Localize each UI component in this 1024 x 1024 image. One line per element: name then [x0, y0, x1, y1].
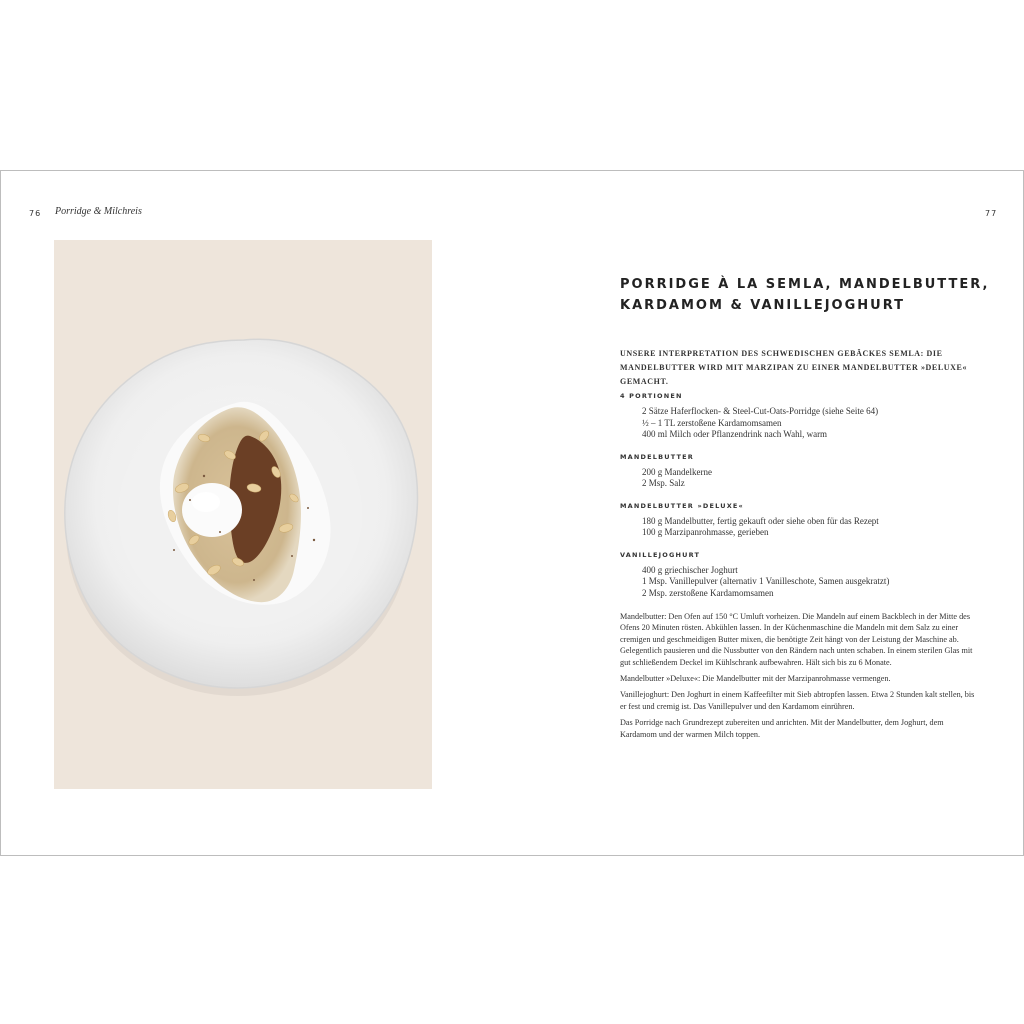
instruction-steps	[620, 611, 976, 740]
instruction-paragraph: Mandelbutter »Deluxe«: Die Mandelbutter mit der Marzipanrohmasse vermengen.	[620, 674, 891, 684]
section-heading: MANDELBUTTER	[620, 452, 695, 461]
ingredient-item: ½ – 1 TL zerstoßene Kardamomsamen	[642, 417, 782, 428]
recipe-photo	[54, 240, 432, 789]
page-number-left: 76	[29, 209, 42, 218]
ingredient-item: 180 g Mandelbutter, fertig gekauft oder siehe oben für das Rezept	[642, 515, 879, 526]
instruction-paragraph: Vanillejoghurt: Den Joghurt in einem Kaffeefilter mit Sieb abtropfen lassen. Etwa 2 Stunden kalt stellen, bis er fest und cremig ist. Das Vanillepulver und den Kardamom einrühren.	[620, 690, 975, 711]
book-spread	[0, 170, 1024, 856]
ingredient-list	[620, 406, 976, 441]
recipe-title: PORRIDGE À LA SEMLA, MANDELBUTTER, KARDAMOM & VANILLEJOGHURT	[620, 277, 990, 313]
ingredient-list	[620, 516, 976, 539]
ingredient-section	[620, 392, 976, 441]
ingredient-list	[620, 565, 976, 600]
ingredient-list	[620, 467, 976, 490]
ingredient-item: 400 g griechischer Joghurt	[642, 564, 738, 575]
ingredient-item: 2 Msp. zerstoßene Kardamomsamen	[642, 587, 774, 598]
ingredient-item: 100 g Marzipanrohmasse, gerieben	[642, 527, 769, 537]
instruction-paragraph: Das Porridge nach Grundrezept zubereiten und anrichten. Mit der Mandelbutter, dem Joghurt, dem Kardamom und der warmen Milch toppen.	[620, 718, 944, 739]
porridge-plate-illustration	[54, 240, 432, 789]
section-heading: VANILLEJOGHURT	[620, 550, 701, 559]
page-number-right: 77	[985, 209, 998, 218]
recipe-body	[620, 392, 976, 745]
ingredient-section	[620, 453, 976, 490]
ingredient-item: 400 ml Milch oder Pflanzendrink nach Wahl, warm	[642, 429, 828, 439]
ingredient-section	[620, 502, 976, 539]
ingredient-section	[620, 551, 976, 600]
recipe-intro: UNSERE INTERPRETATION DES SCHWEDISCHEN GEBÄCKES SEMLA: DIE MANDELBUTTER WIRD MIT MARZIPAN ZU EINER MANDELBUTTER »DELUXE« GEMACHT.	[620, 349, 968, 386]
ingredient-item: 200 g Mandelkerne	[642, 466, 712, 477]
instruction-paragraph: Mandelbutter: Den Ofen auf 150 °C Umluft vorheizen. Die Mandeln auf einem Backblech in der Mitte des Ofens 20 Minuten rösten. Abkühlen lassen. In der Küchenmaschine die Mandeln mit dem Salz zu einer cremigen und geschmeidigen Butter mixen, die benötigte Zeit hängt von der Leistung der Maschine ab. Gelegentlich pausieren und die Nussbutter von den Rändern nach unten schaben. In einem sterilen Glas mit gut schließendem Deckel im Kühlschrank aufbewahren. Hält sich bis zu 6 Monate.	[620, 612, 973, 667]
ingredient-item: 2 Msp. Salz	[642, 478, 685, 488]
ingredient-item: 1 Msp. Vanillepulver (alternativ 1 Vanilleschote, Samen ausgekratzt)	[642, 576, 890, 586]
section-heading: MANDELBUTTER »DELUXE«	[620, 501, 744, 510]
ingredient-item: 2 Sätze Haferflocken- & Steel-Cut-Oats-Porridge (siehe Seite 64)	[642, 406, 879, 416]
section-heading: 4 PORTIONEN	[620, 392, 683, 400]
running-head: Porridge & Milchreis	[55, 206, 142, 217]
